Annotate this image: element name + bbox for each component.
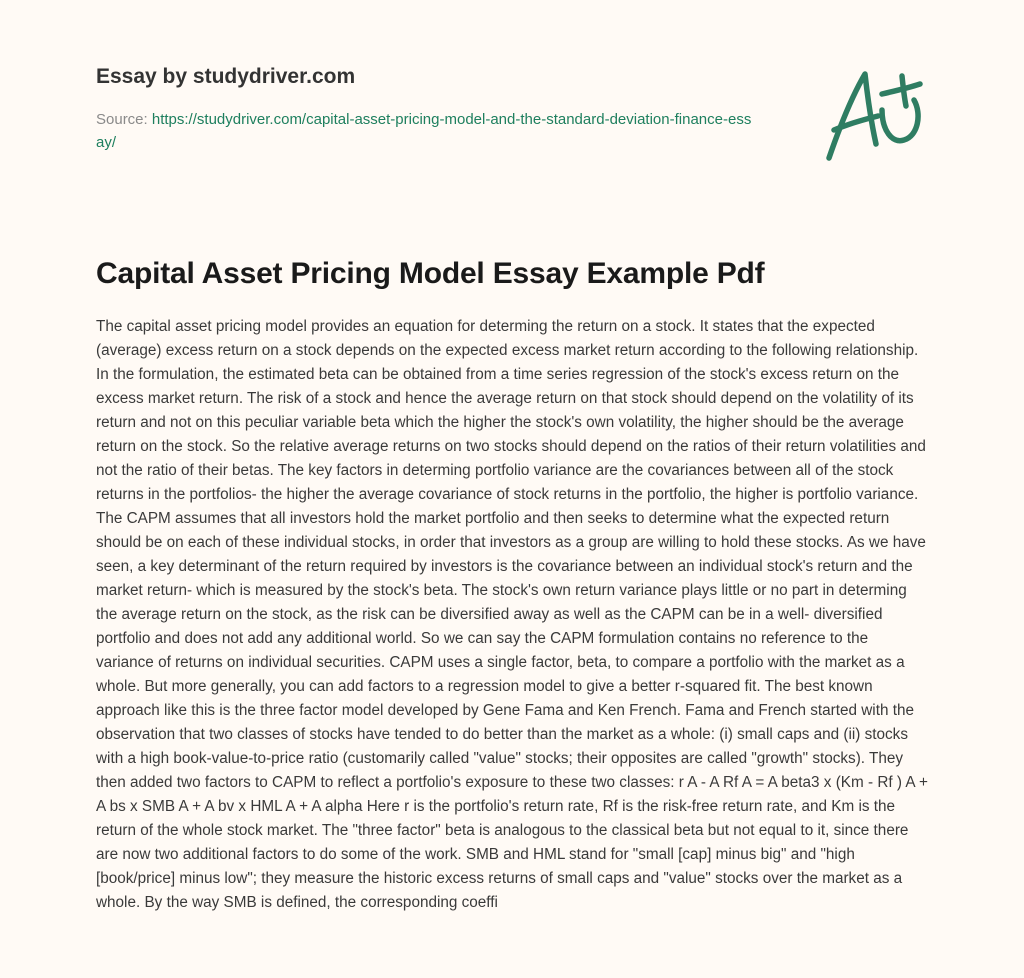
site-title: Essay by studydriver.com <box>96 65 356 88</box>
page-header <box>96 62 776 154</box>
source-label: Source: <box>96 111 152 128</box>
essay-title: Capital Asset Pricing Model Essay Example Pdf <box>96 257 765 290</box>
source-link[interactable]: https://studydriver.com/capital-asset-pricing-model-and-the-standard-deviation-finance-essay/ <box>96 111 752 151</box>
essay-body: The capital asset pricing model provides an equation for determing the return on a stock. It states that the expected (average) excess return on a stock depends on the expected excess market return according to the following relationship. In the formulation, the estimated beta can be obtained from a time series regression of the stock's excess return on the excess market return. The risk of a stock and hence the average return on that stock should depend on the volatility of its return and not on this peculiar variable beta which the higher the stock's own volatility, the higher should be the average return on the stock. So the relative average returns on two stocks should depend on the ratios of their return volatilities and not the ratio of their betas. The key factors in determing portfolio variance are the covariances between all of the stock returns in the portfolios- the higher the average covariance of stock returns in the portfolio, the higher is portfolio variance. The CAPM assumes that all investors hold the market portfolio and then seeks to determine what the expected return should be on each of these individual stocks, in order that investors as a group are willing to hold these stocks. As we have seen, a key determinant of the return required by investors is the covariance between an individual stock's return and the market return- which is measured by the stock's beta. The stock's own return variance plays little or no part in determing the average return on the stock, as the risk can be diversified away as well as the CAPM can be in a well- diversified portfolio and does not add any additional world. So we can say the CAPM formulation contains no reference to the variance of returns on individual securities. CAPM uses a single factor, beta, to compare a portfolio with the market as a whole. But more generally, you can add factors to a regression model to give a better r-squared fit. The best known approach like this is the three factor model developed by Gene Fama and Ken French. Fama and French started with the observation that two classes of stocks have tended to do better than the market as a whole: (i) small caps and (ii) stocks with a high book-value-to-price ratio (customarily called "value" stocks; their opposites are called "growth" stocks). They then added two factors to CAPM to reflect a portfolio's exposure to these two classes: r A - A Rf A = A beta3 x (Km - Rf ) A + A bs x SMB A + A bv x HML A + A alpha Here r is the portfolio's return rate, Rf is the risk-free return rate, and Km is the return of the whole stock market. The "three factor" beta is analogous to the classical beta but not equal to it, since there are now two additional factors to do some of the work. SMB and HML stand for "small [cap] minus big" and "high [book/price] minus low"; they measure the historic excess returns of small caps and "value" stocks over the market as a whole. By the way SMB is defined, the corresponding coeffi <box>96 318 928 911</box>
source-line <box>96 108 756 154</box>
a-plus-grade-icon <box>820 66 935 166</box>
